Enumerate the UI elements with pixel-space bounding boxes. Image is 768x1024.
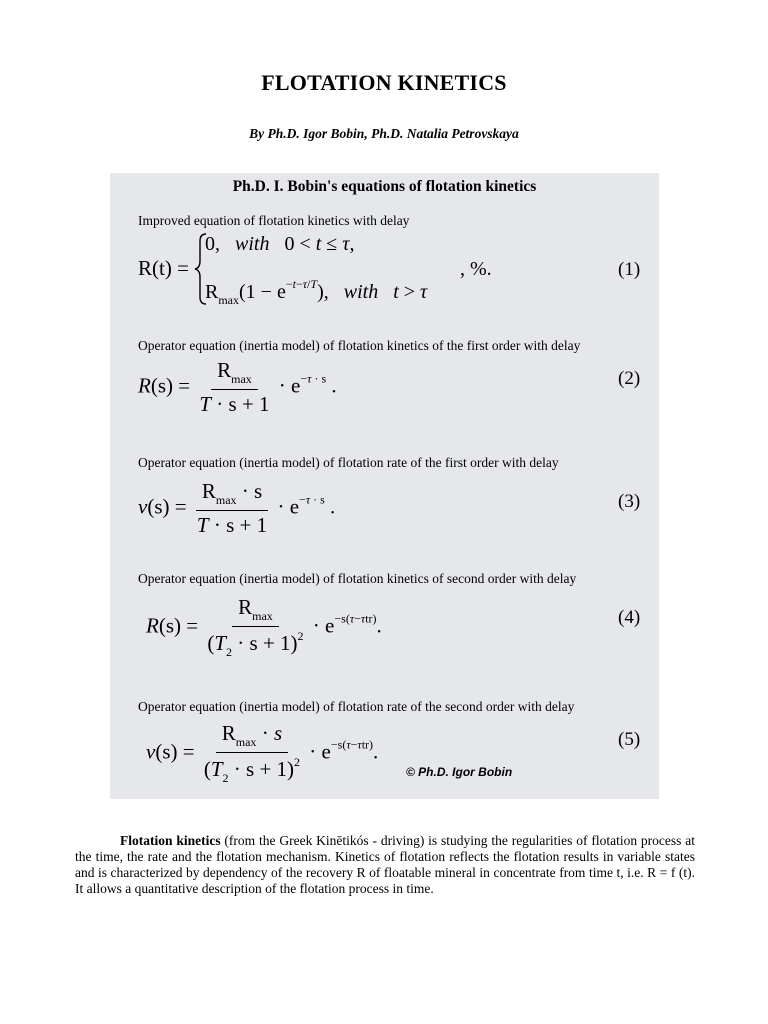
equation-1-case-1: 0, with 0 < t ≤ τ,: [205, 233, 355, 255]
equation-4: R(s) = $\frac{R_{max}}{(T_2 \cdot s + 1)^2}$ · $e^{-s(\tau-\tau tr)}$.: [146, 595, 382, 659]
equation-1-suffix: , %.: [460, 258, 492, 280]
equation-3: v(s) = $\frac{R_{max} \cdot s}{T \cdot s + 1}$ · $e^{-\tau \cdot s}$ .: [138, 479, 336, 537]
author-line: By Ph.D. Igor Bobin, Ph.D. Natalia Petrovskaya: [249, 126, 519, 141]
equation-2: R(s) = $\frac{R_{max}}{T \cdot s + 1}$ · $e^{-\tau \cdot s}$ .: [138, 358, 337, 416]
equation-1-number: (1): [618, 259, 641, 280]
equations-panel: [110, 173, 659, 799]
equation-2-number: (2): [618, 368, 641, 389]
equation-1-case-2: $R_{max}(1 - e^{-t-\tau/T})$, with t > τ: [205, 277, 428, 307]
equation-5-caption: Operator equation (inertia model) of flotation rate of the second order with delay: [138, 699, 575, 714]
equation-2-caption: Operator equation (inertia model) of flotation kinetics of the first order with delay: [138, 338, 581, 353]
body-text: (from the Greek Kinētikós - driving) is studying the regularities of flotation process at the time, the rate and the flotation mechanism. Kinetics of flotation reflects the flotation results in variable states and is characterized by dependency of the recovery R of floatable mineral in concentrate from time t, i.e. R = f (t). It allows a quantitative description of the flotation process in time.: [75, 833, 695, 896]
equation-4-number: (4): [618, 607, 641, 628]
panel-heading: Ph.D. I. Bobin's equations of flotation kinetics: [232, 178, 537, 195]
equation-4-caption: Operator equation (inertia model) of flotation kinetics of second order with delay: [138, 571, 577, 586]
copyright-label: © Ph.D. Igor Bobin: [406, 765, 513, 779]
equation-1: [110, 173, 659, 313]
body-lead-term: Flotation kinetics: [120, 833, 221, 848]
equation-1-caption: Improved equation of flotation kinetics with delay: [138, 213, 410, 228]
equation-5: v(s) = $\frac{R_{max} \cdot s}{(T_2 \cdot s + 1)^2}$ · $e^{-s(\tau-\tau tr)}$.: [146, 721, 379, 785]
equation-5-number: (5): [618, 729, 641, 750]
equation-3-number: (3): [618, 491, 641, 512]
document-title: FLOTATION KINETICS: [261, 70, 507, 95]
equation-1-lhs: R(t) =: [138, 256, 189, 280]
body-paragraph: [75, 833, 695, 897]
equation-3-caption: Operator equation (inertia model) of flotation rate of the first order with delay: [138, 455, 559, 470]
